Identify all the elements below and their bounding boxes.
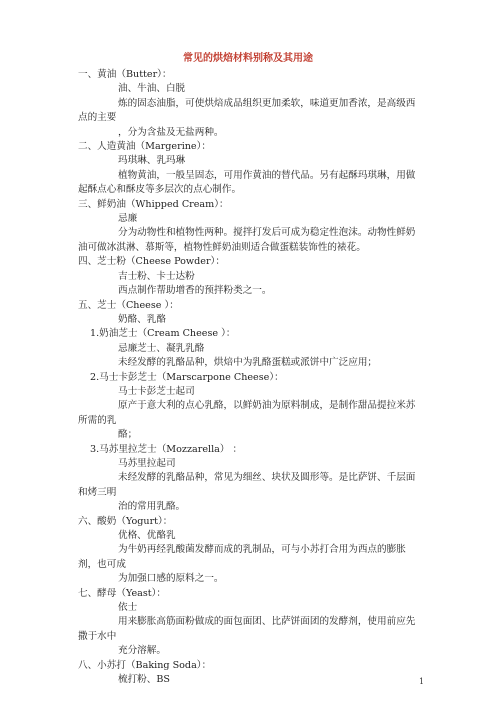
section-heading: 三、鲜奶油（Whipped Cream）： [78, 198, 229, 210]
body-line: 炼的固态油脂，可使烘焙成品组织更加柔软，味道更加香浓，是高级西 [118, 97, 416, 109]
body-line: 充分溶解。 [118, 645, 166, 657]
body-line: 为牛奶再经乳酸菌发酵而成的乳制品，可与小苏打合用为西点的膨胀 [118, 544, 406, 556]
document-body [78, 68, 418, 687]
body-line: 未经发酵的乳酪品种，烘焙中为乳酪蛋糕或派饼中广泛应用； [118, 357, 378, 369]
body-line: 依士 [118, 602, 138, 614]
body-line: 油可做冰淇淋、慕斯等，植物性鲜奶油则适合做蛋糕装饰性的裱花。 [78, 241, 366, 253]
body-line: 和烤三明 [78, 486, 117, 498]
body-line: 撒于水中 [78, 630, 117, 642]
body-line: 剂，也可成 [78, 558, 126, 570]
body-line: 忌廉 [118, 213, 138, 225]
body-line: 用来膨胀高筋面粉做成的面包面团、比萨饼面团的发酵剂，使用前应先 [118, 616, 416, 628]
body-line: 为加强口感的原料之一。 [118, 573, 224, 585]
body-line: 点的主要 [78, 112, 117, 124]
body-line: 原产于意大利的点心乳酪，以鲜奶油为原料制成，是制作甜品提拉米苏 [118, 400, 416, 412]
section-heading: 二、人造黄油（Margerine）： [78, 141, 212, 153]
body-line: 奶酪、乳酪 [118, 313, 166, 325]
body-line: ，分为含盐及无盐两种。 [118, 126, 224, 138]
body-line: 忌廉芝士、凝乳乳酪 [118, 342, 205, 354]
page-number: 1 [419, 677, 425, 686]
body-line: 所需的乳 [78, 414, 117, 426]
body-line: 治的常用乳酪。 [118, 501, 186, 513]
subsection-heading: 3.马苏里拉芝士（Mozzarella） ： [90, 443, 243, 455]
body-line: 马苏里拉起司 [118, 457, 176, 469]
body-line: 优格、优酪乳 [118, 530, 176, 541]
body-line: 油、牛油、白脱 [118, 83, 186, 95]
body-line: 西点制作帮助增香的预拌粉类之一。 [118, 285, 272, 297]
body-line: 起酥点心和酥皮等多层次的点心制作。 [78, 184, 242, 196]
body-line: 玛琪琳、乳玛琳 [118, 155, 186, 167]
section-heading: 五、芝士（Cheese ）： [78, 299, 179, 311]
section-heading: 一、黄油（Butter）： [78, 69, 172, 80]
body-line: 未经发酵的乳酪品种，常见为细丝、块状及圆形等。是比萨饼、千层面 [118, 472, 416, 484]
body-line: 吉士粉、卡士达粉 [118, 270, 195, 282]
body-line: 分为动物性和植物性两种。搅拌打发后可成为稳定性泡沫。动物性鲜奶 [118, 227, 416, 239]
page-title: 常见的烘焙材料别称及其用途 [183, 53, 313, 64]
body-line: 马士卡彭芝士起司 [118, 385, 195, 397]
body-line: 梳打粉、BS [118, 674, 170, 686]
section-heading: 四、芝士粉（Cheese Powder）： [78, 256, 225, 268]
subsection-heading: 1.奶油芝士（Cream Cheese ）： [90, 328, 236, 340]
body-line: 植物黄油，一般呈固态，可用作黄油的替代品。另有起酥玛琪琳，用做 [118, 169, 416, 181]
section-heading: 六、酸奶（Yogurt）： [78, 515, 173, 527]
subsection-heading: 2.马士卡彭芝士（Marscarpone Cheese）： [90, 371, 284, 383]
section-heading: 八、小苏打（Baking Soda）： [78, 659, 212, 671]
section-heading: 七、酵母（Yeast）： [78, 587, 167, 599]
body-line: 酪； [118, 429, 138, 441]
